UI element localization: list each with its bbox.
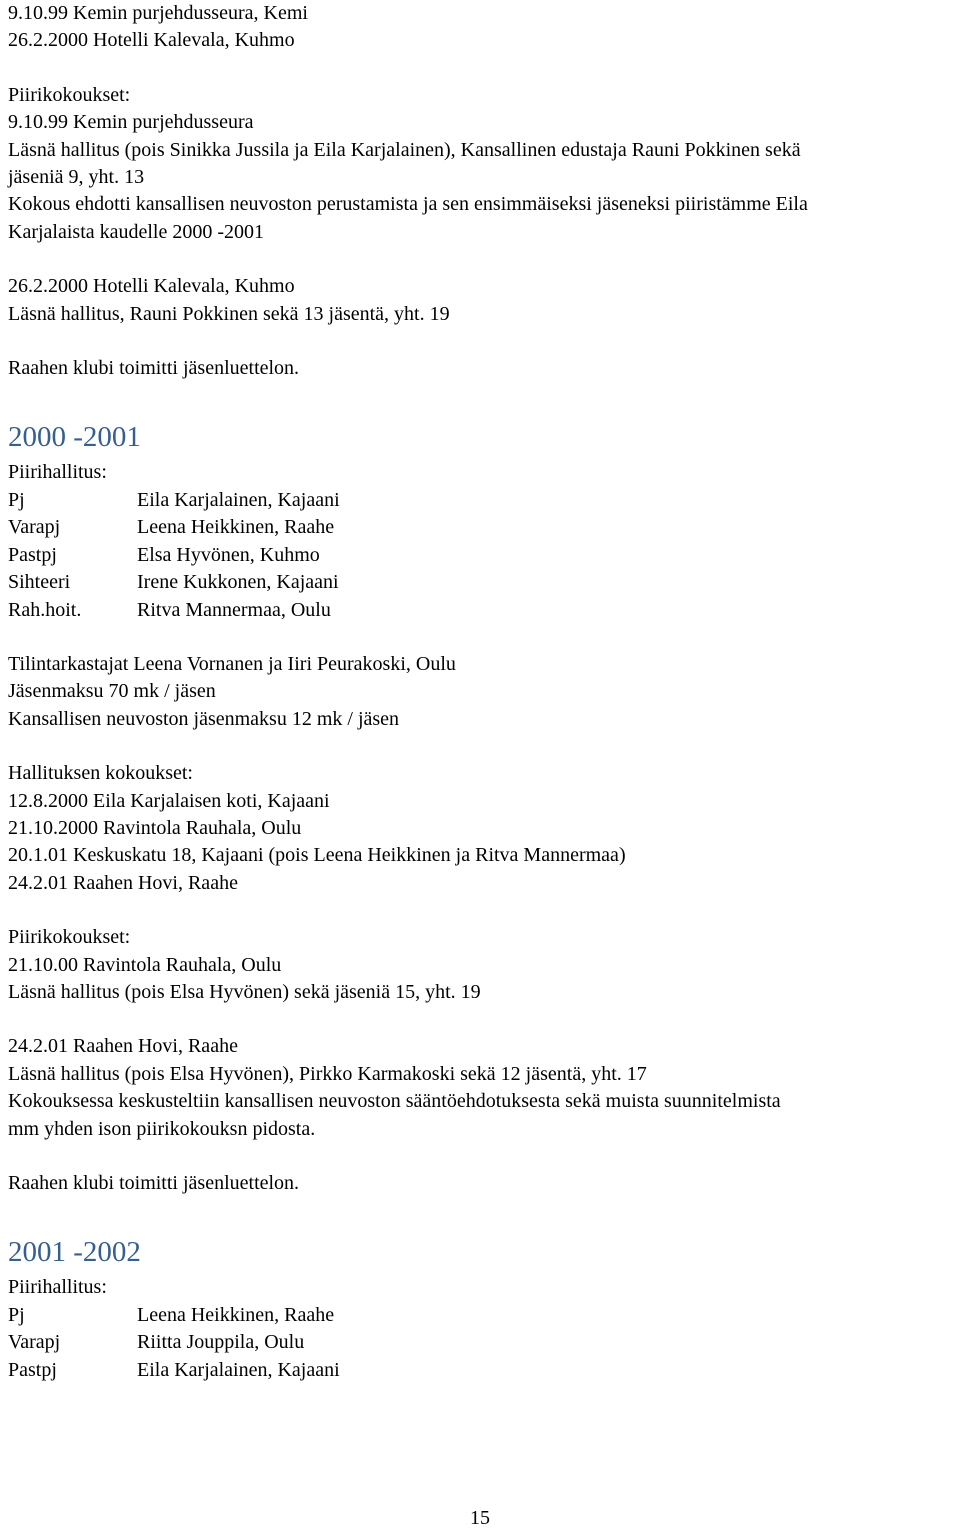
text-line: Tilintarkastajat Leena Vornanen ja Iiri Peurakoski, Oulu <box>8 652 456 675</box>
board-member: Leena Heikkinen, Raahe <box>137 1303 335 1326</box>
board-role: Pastpj <box>8 543 57 566</box>
text-line: Karjalaista kaudelle 2000 -2001 <box>8 220 265 243</box>
text-line: Kokous ehdotti kansallisen neuvoston perustamista ja sen ensimmäiseksi jäseneksi piiristämme Eila <box>8 193 808 216</box>
text-line: Läsnä hallitus (pois Elsa Hyvönen), Pirkko Karmakoski sekä 12 jäsentä, yht. 17 <box>8 1062 647 1085</box>
document-page <box>8 0 958 1384</box>
meeting-line: 21.10.2000 Ravintola Rauhala, Oulu <box>8 816 302 839</box>
meeting-line: 12.8.2000 Eila Karjalaisen koti, Kajaani <box>8 789 330 812</box>
board-role: Pastpj <box>8 1358 57 1381</box>
board-row <box>8 542 958 569</box>
term-heading: 2000 -2001 <box>8 421 141 454</box>
text-line: Jäsenmaksu 70 mk / jäsen <box>8 680 216 703</box>
text-line: Läsnä hallitus, Rauni Pokkinen sekä 13 jäsentä, yht. 19 <box>8 302 450 325</box>
section-label: Piirikokoukset: <box>8 926 131 949</box>
board-role: Pj <box>8 488 25 511</box>
board-row <box>8 569 958 596</box>
text-line: 26.2.2000 Hotelli Kalevala, Kuhmo <box>8 275 295 298</box>
text-line: 21.10.00 Ravintola Rauhala, Oulu <box>8 953 282 976</box>
board-member: Leena Heikkinen, Raahe <box>137 516 335 539</box>
text-line: 24.2.01 Raahen Hovi, Raahe <box>8 1035 238 1058</box>
note-line: Raahen klubi toimitti jäsenluettelon. <box>8 1172 300 1194</box>
intro-line: 9.10.99 Kemin purjehdusseura, Kemi <box>8 2 308 24</box>
meeting-line: 20.1.01 Keskuskatu 18, Kajaani (pois Leena Heikkinen ja Ritva Mannermaa) <box>8 844 626 867</box>
section-label: Piirikokoukset: <box>8 83 131 106</box>
board-member: Ritva Mannermaa, Oulu <box>137 598 331 621</box>
meeting-line: 24.2.01 Raahen Hovi, Raahe <box>8 871 238 894</box>
section-label: Hallituksen kokoukset: <box>8 762 193 785</box>
section-label: Piirihallitus: <box>8 461 107 484</box>
text-line: Kansallisen neuvoston jäsenmaksu 12 mk / jäsen <box>8 707 400 730</box>
board-member: Riitta Jouppila, Oulu <box>137 1331 305 1354</box>
board-role: Varapj <box>8 516 61 539</box>
board-role: Rah.hoit. <box>8 598 82 621</box>
page-number: 15 <box>470 1507 490 1529</box>
text-line: Kokouksessa keskusteltiin kansallisen neuvoston sääntöehdotuksesta sekä muista suunnitelmista <box>8 1090 781 1113</box>
board-member: Elsa Hyvönen, Kuhmo <box>137 543 320 566</box>
text-line: jäseniä 9, yht. 13 <box>8 166 145 189</box>
section-label: Piirihallitus: <box>8 1276 107 1299</box>
text-line: Läsnä hallitus (pois Elsa Hyvönen) sekä jäseniä 15, yht. 19 <box>8 980 481 1003</box>
board-member: Eila Karjalainen, Kajaani <box>137 488 340 511</box>
board-role: Pj <box>8 1303 25 1326</box>
intro-line: 26.2.2000 Hotelli Kalevala, Kuhmo <box>8 29 295 52</box>
board-role: Varapj <box>8 1331 61 1354</box>
board-row <box>8 1329 958 1356</box>
board-row <box>8 1357 958 1384</box>
board-row <box>8 514 958 541</box>
note-line: Raahen klubi toimitti jäsenluettelon. <box>8 357 300 380</box>
board-row <box>8 597 958 624</box>
board-row <box>8 487 958 514</box>
board-member: Eila Karjalainen, Kajaani <box>137 1358 340 1381</box>
board-member: Irene Kukkonen, Kajaani <box>137 571 339 594</box>
board-role: Sihteeri <box>8 571 71 594</box>
text-line: mm yhden ison piirikokouksn pidosta. <box>8 1117 316 1140</box>
text-line: Läsnä hallitus (pois Sinikka Jussila ja Eila Karjalainen), Kansallinen edustaja Rauni Pokkinen sekä <box>8 138 801 161</box>
term-heading: 2001 -2002 <box>8 1236 141 1269</box>
board-row <box>8 1302 958 1329</box>
text-line: 9.10.99 Kemin purjehdusseura <box>8 111 254 134</box>
